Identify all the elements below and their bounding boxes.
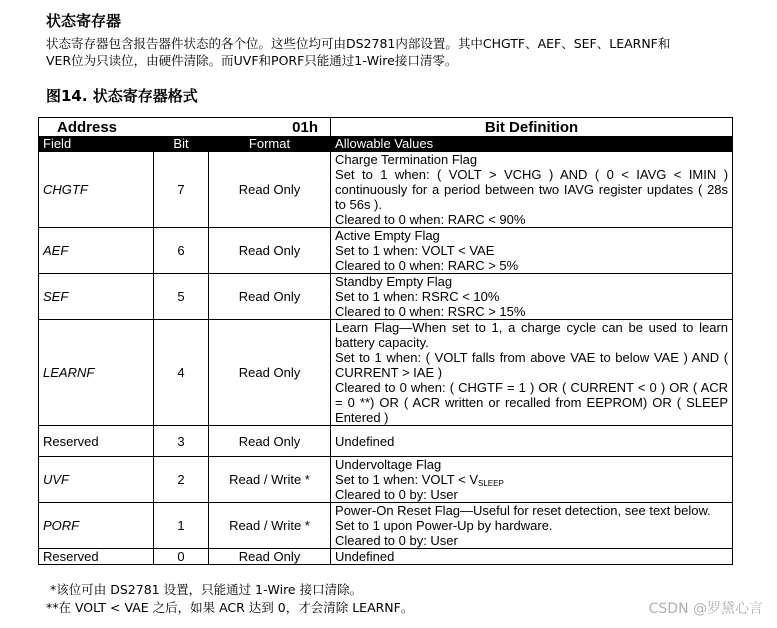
field-name: LEARNF (39, 320, 154, 426)
bit-number: 6 (154, 228, 209, 274)
figure-title: 图14. 状态寄存器格式 (46, 87, 198, 105)
definition-cell (331, 457, 733, 503)
table-row (39, 503, 733, 549)
field-name: Reserved (39, 426, 154, 457)
field-name: PORF (39, 503, 154, 549)
definition-line: Standby Empty Flag (335, 274, 453, 289)
format-value: Read Only (209, 228, 331, 274)
table-row (39, 320, 733, 426)
definition-line: Active Empty Flag (335, 228, 440, 243)
header-bit: Bit (154, 137, 209, 152)
table-row (39, 426, 733, 457)
definition-line: Set to 1 when: ( VOLT > VCHG ) AND ( 0 < IAVG < IMIN ) continuously for a period between two IAVG register updates ( 28s to 56s ). (335, 167, 729, 212)
bit-number: 4 (154, 320, 209, 426)
definition-cell (331, 549, 733, 565)
address-value: 01h (292, 118, 319, 136)
field-name: CHGTF (39, 152, 154, 228)
definition-line: Set to 1 upon Power-Up by hardware. (335, 518, 553, 533)
table-row (39, 228, 733, 274)
footnote-2: **在 VOLT < VAE 之后，如果 ACR 达到 0，才会清除 LEARNF。 (46, 600, 414, 615)
format-value: Read Only (209, 320, 331, 426)
definition-cell (331, 503, 733, 549)
bit-number: 0 (154, 549, 209, 565)
definition-cell (331, 228, 733, 274)
bit-number: 5 (154, 274, 209, 320)
format-value: Read Only (209, 426, 331, 457)
table-row (39, 152, 733, 228)
field-name: AEF (39, 228, 154, 274)
definition-line: Set to 1 when: VOLT < VAE (335, 243, 495, 258)
header-row (39, 137, 733, 152)
definition-line: Undervoltage Flag (335, 457, 442, 472)
field-name: Reserved (39, 549, 154, 565)
bit-number: 7 (154, 152, 209, 228)
watermark: CSDN @罗黛心言 (648, 601, 763, 617)
format-value: Read Only (209, 152, 331, 228)
section-title: 状态寄存器 (46, 12, 122, 30)
header-allowable-values: Allowable Values (331, 137, 733, 152)
definition-line: Cleared to 0 by: User (335, 533, 458, 548)
definition-line: Learn Flag—When set to 1, a charge cycle can be used to learn battery capacity. (335, 320, 729, 350)
address-label: Address (57, 118, 118, 136)
bit-definition-label: Bit Definition (331, 118, 733, 137)
definition-line: Power-On Reset Flag—Useful for reset detection, see text below. (335, 503, 711, 518)
subscript-sleep: SLEEP (478, 479, 504, 488)
field-name: SEF (39, 274, 154, 320)
definition-line: Cleared to 0 when: RSRC > 15% (335, 304, 526, 319)
definition-cell (331, 274, 733, 320)
header-field: Field (39, 137, 154, 152)
address-row (39, 118, 733, 137)
address-cell (39, 118, 331, 137)
field-name: UVF (39, 457, 154, 503)
intro-paragraph-line-1: 状态寄存器包含报告器件状态的各个位。这些位均可由DS2781内部设置。其中CHGTF、AEF、SEF、LEARNF和 (46, 36, 671, 51)
format-value: Read / Write * (209, 457, 331, 503)
table-row (39, 457, 733, 503)
definition-cell (331, 152, 733, 228)
definition-line: Charge Termination Flag (335, 152, 478, 167)
format-value: Read Only (209, 549, 331, 565)
bit-number: 2 (154, 457, 209, 503)
format-value: Read Only (209, 274, 331, 320)
definition-line: Undefined (335, 433, 395, 449)
header-format: Format (209, 137, 331, 152)
definition-cell (331, 426, 733, 457)
bit-number: 1 (154, 503, 209, 549)
definition-cell (331, 320, 733, 426)
definition-line: Set to 1 when: RSRC < 10% (335, 289, 500, 304)
definition-line: Set to 1 when: ( VOLT falls from above VAE to below VAE ) AND ( CURRENT > IAE ) (335, 350, 729, 380)
definition-line (335, 472, 728, 487)
bit-number: 3 (154, 426, 209, 457)
footnote-1: *该位可由 DS2781 设置，只能通过 1-Wire 接口清除。 (50, 582, 363, 597)
definition-line: Cleared to 0 when: ( CHGTF = 1 ) OR ( CURRENT < 0 ) OR ( ACR = 0 **) OR ( ACR written or recalled from EEPROM) OR ( SLEEP Entered ) (335, 380, 729, 425)
definition-line: Cleared to 0 when: RARC < 90% (335, 212, 526, 227)
table-row (39, 274, 733, 320)
status-register-table (38, 117, 733, 565)
format-value: Read / Write * (209, 503, 331, 549)
intro-paragraph-line-2: VER位为只读位，由硬件清除。而UVF和PORF只能通过1-Wire接口清零。 (46, 53, 458, 68)
definition-line: Undefined (335, 549, 395, 564)
definition-line: Cleared to 0 when: RARC > 5% (335, 258, 519, 273)
definition-line: Cleared to 0 by: User (335, 487, 458, 502)
table-row (39, 549, 733, 565)
definition-text: Set to 1 when: VOLT < V (335, 472, 478, 487)
